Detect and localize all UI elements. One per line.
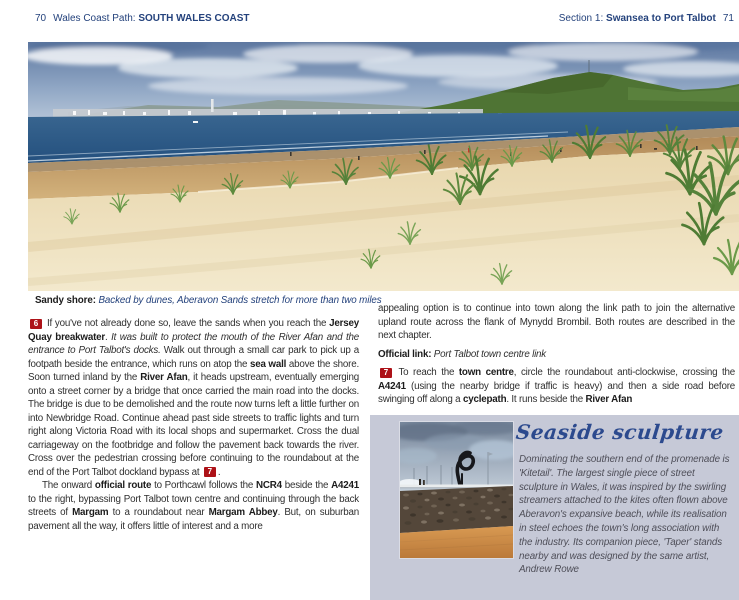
route-point-marker-6: 6 [30, 319, 42, 329]
aberavon-sands-photo [28, 42, 739, 291]
paragraph-route-7: 7 To reach the town centre, circle the roundabout anti-clockwise, crossing the A4241 (using the nearby bridge if traffic is heavy) and then a side road before swinging off along a cyclepath. It runs beside the River Afan [378, 367, 736, 405]
book-section-caps: SOUTH WALES COAST [138, 13, 250, 24]
section-title: Swansea to Port Talbot [606, 13, 716, 24]
page-number-right: 71 [722, 13, 734, 24]
beach-panorama-illustration [28, 42, 739, 291]
seaside-sculpture-box [370, 415, 739, 600]
left-column [28, 317, 359, 533]
section-prefix: Section 1: [558, 13, 604, 24]
sidebar-title: Seaside sculpture [514, 420, 726, 444]
route-point-marker-7: 7 [380, 368, 392, 378]
book-title: Wales Coast Path: [53, 13, 136, 24]
header-left [35, 13, 249, 24]
route-point-marker-7: 7 [204, 467, 216, 477]
right-column [378, 302, 735, 407]
sculpture-photo-illustration [400, 422, 513, 558]
paragraph-continuation: appealing option is to continue into town along the link path to join the alternative upland route across the flank of Mynydd Brombil. Both routes are described in the next chapter. [378, 303, 735, 341]
page-number-left: 70 [35, 13, 47, 24]
official-link-line: Official link: Port Talbot town centre link [378, 348, 547, 360]
sidebar-body-text: Dominating the southern end of the promenade is 'Kitetail'. The largest single piece of street sculpture in Wales, it was inspired by the swirling streamers attached to the kites often flown above Aberavon's expansive beach, while its realisation in steel echoes the town's long association with the industry. Its companion piece, 'Taper' stands nearby and was designed by the same artist, Andrew Rowe [519, 454, 730, 576]
paragraph-route-6: 6 If you've not already done so, leave the sands when you reach the Jersey Quay breakwater. It was built to protect the mouth of the River Afan and the entrance to Port Talbot's docks. Walk out through a small car park to pick up a footpath beside the entrance, which runs on atop the sea wall above the shore. Soon turned inland by the River Afan, it heads upstream, eventually emerging onto a street corner by a bridge that once carried the main road into the docks. The bridge is due to be demolished and the route now turns left a little further on into Newbridge Road. Continue ahead past side streets to traffic lights and turn right along Victoria Road with its local shops and supermarket. Cross the dual carriageway on the footbridge and follow the pavement back towards the river. Cross over the pedestrian crossing before continuing to the roundabout at the end of the Port Talbot dockland bypass at 7 . [28, 318, 359, 478]
photo-caption: Sandy shore: Backed by dunes, Aberavon Sands stretch for more than two miles [35, 295, 382, 306]
kitetail-sculpture-photo [400, 422, 513, 558]
paragraph-official-route: The onward official route to Porthcawl follows the NCR4 beside the A4241 to the right, bypassing Port Talbot town centre and continuing through the back streets of Margam to a roundabout near Margam Abbey. But, on suburban pavement all the way, it offers little of interest and a more [28, 480, 359, 532]
header-right [559, 13, 734, 24]
